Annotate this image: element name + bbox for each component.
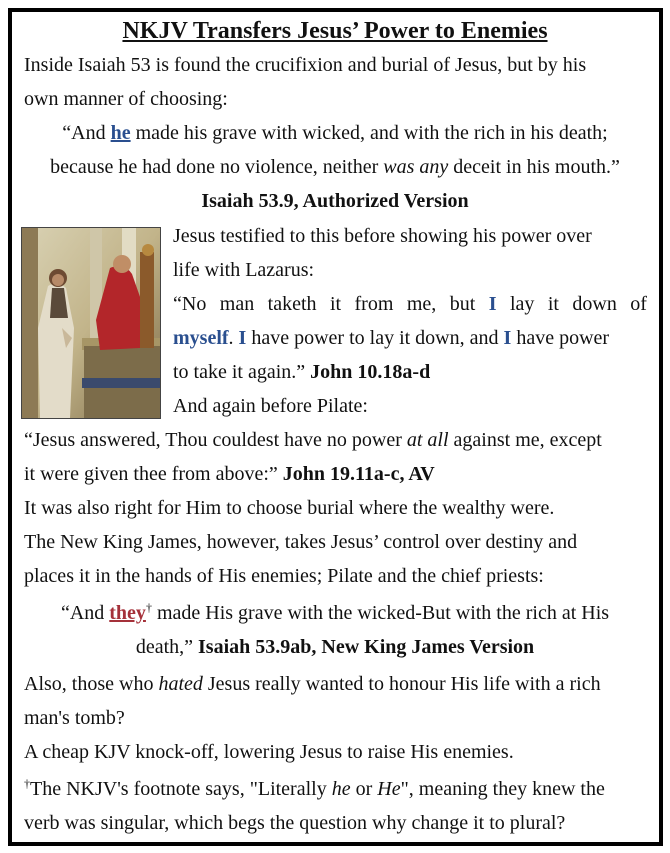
closing-line-2: man's tomb? xyxy=(24,707,125,729)
john10-line-3-word: it xyxy=(547,293,559,315)
isaiah-av-line-2: because he had done no violence, neither was any deceit in his mouth.” xyxy=(50,156,620,178)
john10-line-3-word: “No xyxy=(173,293,207,315)
john10-line-3-word: man xyxy=(219,293,255,315)
john10-line-5: to take it again.” John 10.18a-d xyxy=(173,361,431,383)
john10-line-6: And again before Pilate: xyxy=(173,395,368,417)
john10-line-1: Jesus testified to this before showing his power over xyxy=(173,225,592,247)
closing-line-3: A cheap KJV knock-off, lowering Jesus to raise His enemies. xyxy=(24,741,514,763)
footnote-line-1: †The NKJV's footnote says, "Literally he or He", meaning they knew the xyxy=(24,776,605,800)
john10-line-3-word: lay xyxy=(509,293,535,315)
highlight-he: he xyxy=(110,122,131,144)
john10-line-3-word: but xyxy=(449,293,476,315)
painting-graphic xyxy=(22,228,160,418)
highlight-they: they xyxy=(109,602,146,624)
john10-line-3-word: I xyxy=(488,293,497,315)
isaiah-av-line-1: “And he made his grave with wicked, and with the rich in his death; xyxy=(62,122,608,144)
john19-line-1: “Jesus answered, Thou couldest have no power at all against me, except xyxy=(24,429,602,451)
footnote-line-2: verb was singular, which begs the question why change it to plural? xyxy=(24,812,566,834)
page-title: NKJV Transfers Jesus’ Power to Enemies xyxy=(122,18,548,44)
john10-line-3-word: of xyxy=(630,293,647,315)
john10-line-3-word: from xyxy=(354,293,394,315)
isaiah-nkjv-line-2: death,” Isaiah 53.9ab, New King James Version xyxy=(135,636,535,658)
john10-line-3-word: it xyxy=(329,293,342,315)
body-line-nkj-2: places it in the hands of His enemies; Pilate and the chief priests: xyxy=(24,565,544,587)
john10-line-3 xyxy=(173,287,647,321)
jesus-before-pilate-painting xyxy=(21,227,161,419)
isaiah-av-reference: Isaiah 53.9, Authorized Version xyxy=(201,190,469,212)
intro-line-2: own manner of choosing: xyxy=(24,88,228,110)
body-line-right: It was also right for Him to choose burial where the wealthy were. xyxy=(24,497,555,519)
john19-line-2: it were given thee from above:” John 19.11a-c, AV xyxy=(24,463,435,485)
intro-line-1: Inside Isaiah 53 is found the crucifixion and burial of Jesus, but by his xyxy=(24,54,587,76)
isaiah-nkjv-reference: Isaiah 53.9ab, New King James Version xyxy=(198,636,535,658)
john10-line-3-word: me, xyxy=(406,293,437,315)
body-line-nkj-1: The New King James, however, takes Jesus’ control over destiny and xyxy=(24,531,578,553)
john10-line-3-word: down xyxy=(572,293,617,315)
isaiah-nkjv-line-1: “And they† made His grave with the wicked-But with the rich at His xyxy=(60,600,610,624)
john10-line-2: life with Lazarus: xyxy=(173,259,315,281)
john10-reference: John 10.18a-d xyxy=(310,361,431,383)
closing-line-1: Also, those who hated Jesus really wanted to honour His life with a rich xyxy=(24,673,601,695)
john10-line-4: myself. I have power to lay it down, and I have power xyxy=(173,327,610,349)
john19-reference: John 19.11a-c, AV xyxy=(282,463,435,485)
john10-line-3-word: taketh xyxy=(267,293,317,315)
